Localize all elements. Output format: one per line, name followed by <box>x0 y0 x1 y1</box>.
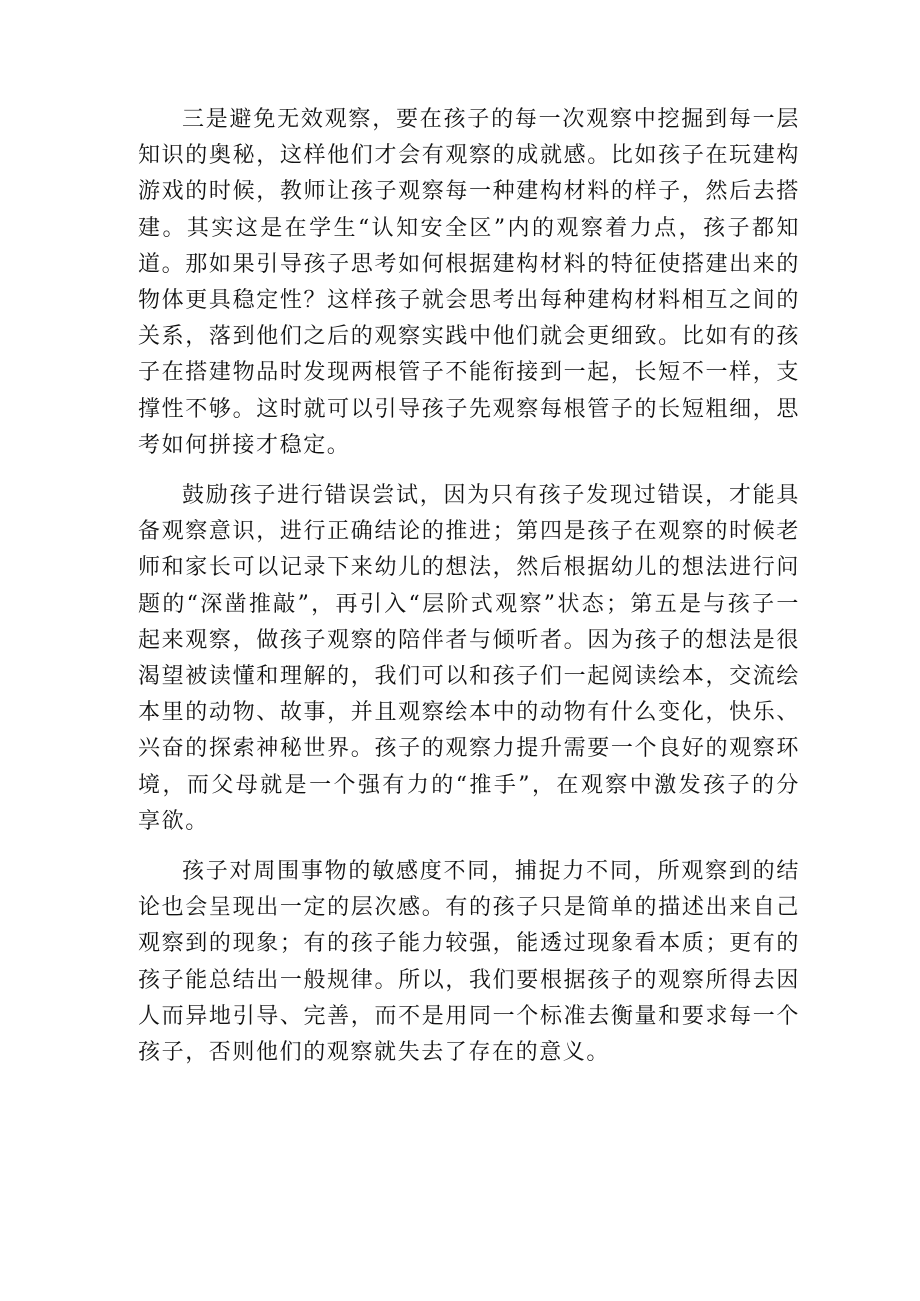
document-body <box>138 102 800 1071</box>
paragraph-3: 孩子对周围事物的敏感度不同，捕捉力不同，所观察到的结论也会呈现出一定的层次感。有的孩子只是简单的描述出来自己观察到的现象；有的孩子能力较强，能透过现象看本质；更有的孩子能总结出一般规律。所以，我们要根据孩子的观察所得去因人而异地引导、完善，而不是用同一个标准去衡量和要求每一个孩子，否则他们的观察就失去了存在的意义。 <box>138 859 800 1066</box>
paragraph-2: 鼓励孩子进行错误尝试，因为只有孩子发现过错误，才能具备观察意识，进行正确结论的推进；第四是孩子在观察的时候老师和家长可以记录下来幼儿的想法，然后根据幼儿的想法进行问题的“深凿推敲”，再引入“层阶式观察”状态；第五是与孩子一起来观察，做孩子观察的陪伴者与倾听者。因为孩子的想法是很渴望被读懂和理解的，我们可以和孩子们一起阅读绘本，交流绘本里的动物、故事，并且观察绘本中的动物有什么变化，快乐、兴奋的探索神秘世界。孩子的观察力提升需要一个良好的观察环境，而父母就是一个强有力的“推手”，在观察中激发孩子的分享欲。 <box>138 483 800 834</box>
paragraph-1: 三是避免无效观察，要在孩子的每一次观察中挖掘到每一层知识的奥秘，这样他们才会有观察的成就感。比如孩子在玩建构游戏的时候，教师让孩子观察每一种建构材料的样子，然后去搭建。其实这是在学生“认知安全区”内的观察着力点，孩子都知道。那如果引导孩子思考如何根据建构材料的特征使搭建出来的物体更具稳定性？这样孩子就会思考出每种建构材料相互之间的关系，落到他们之后的观察实践中他们就会更细致。比如有的孩子在搭建物品时发现两根管子不能衔接到一起，长短不一样，支撑性不够。这时就可以引导孩子先观察每根管子的长短粗细，思考如何拼接才稳定。 <box>138 107 800 458</box>
